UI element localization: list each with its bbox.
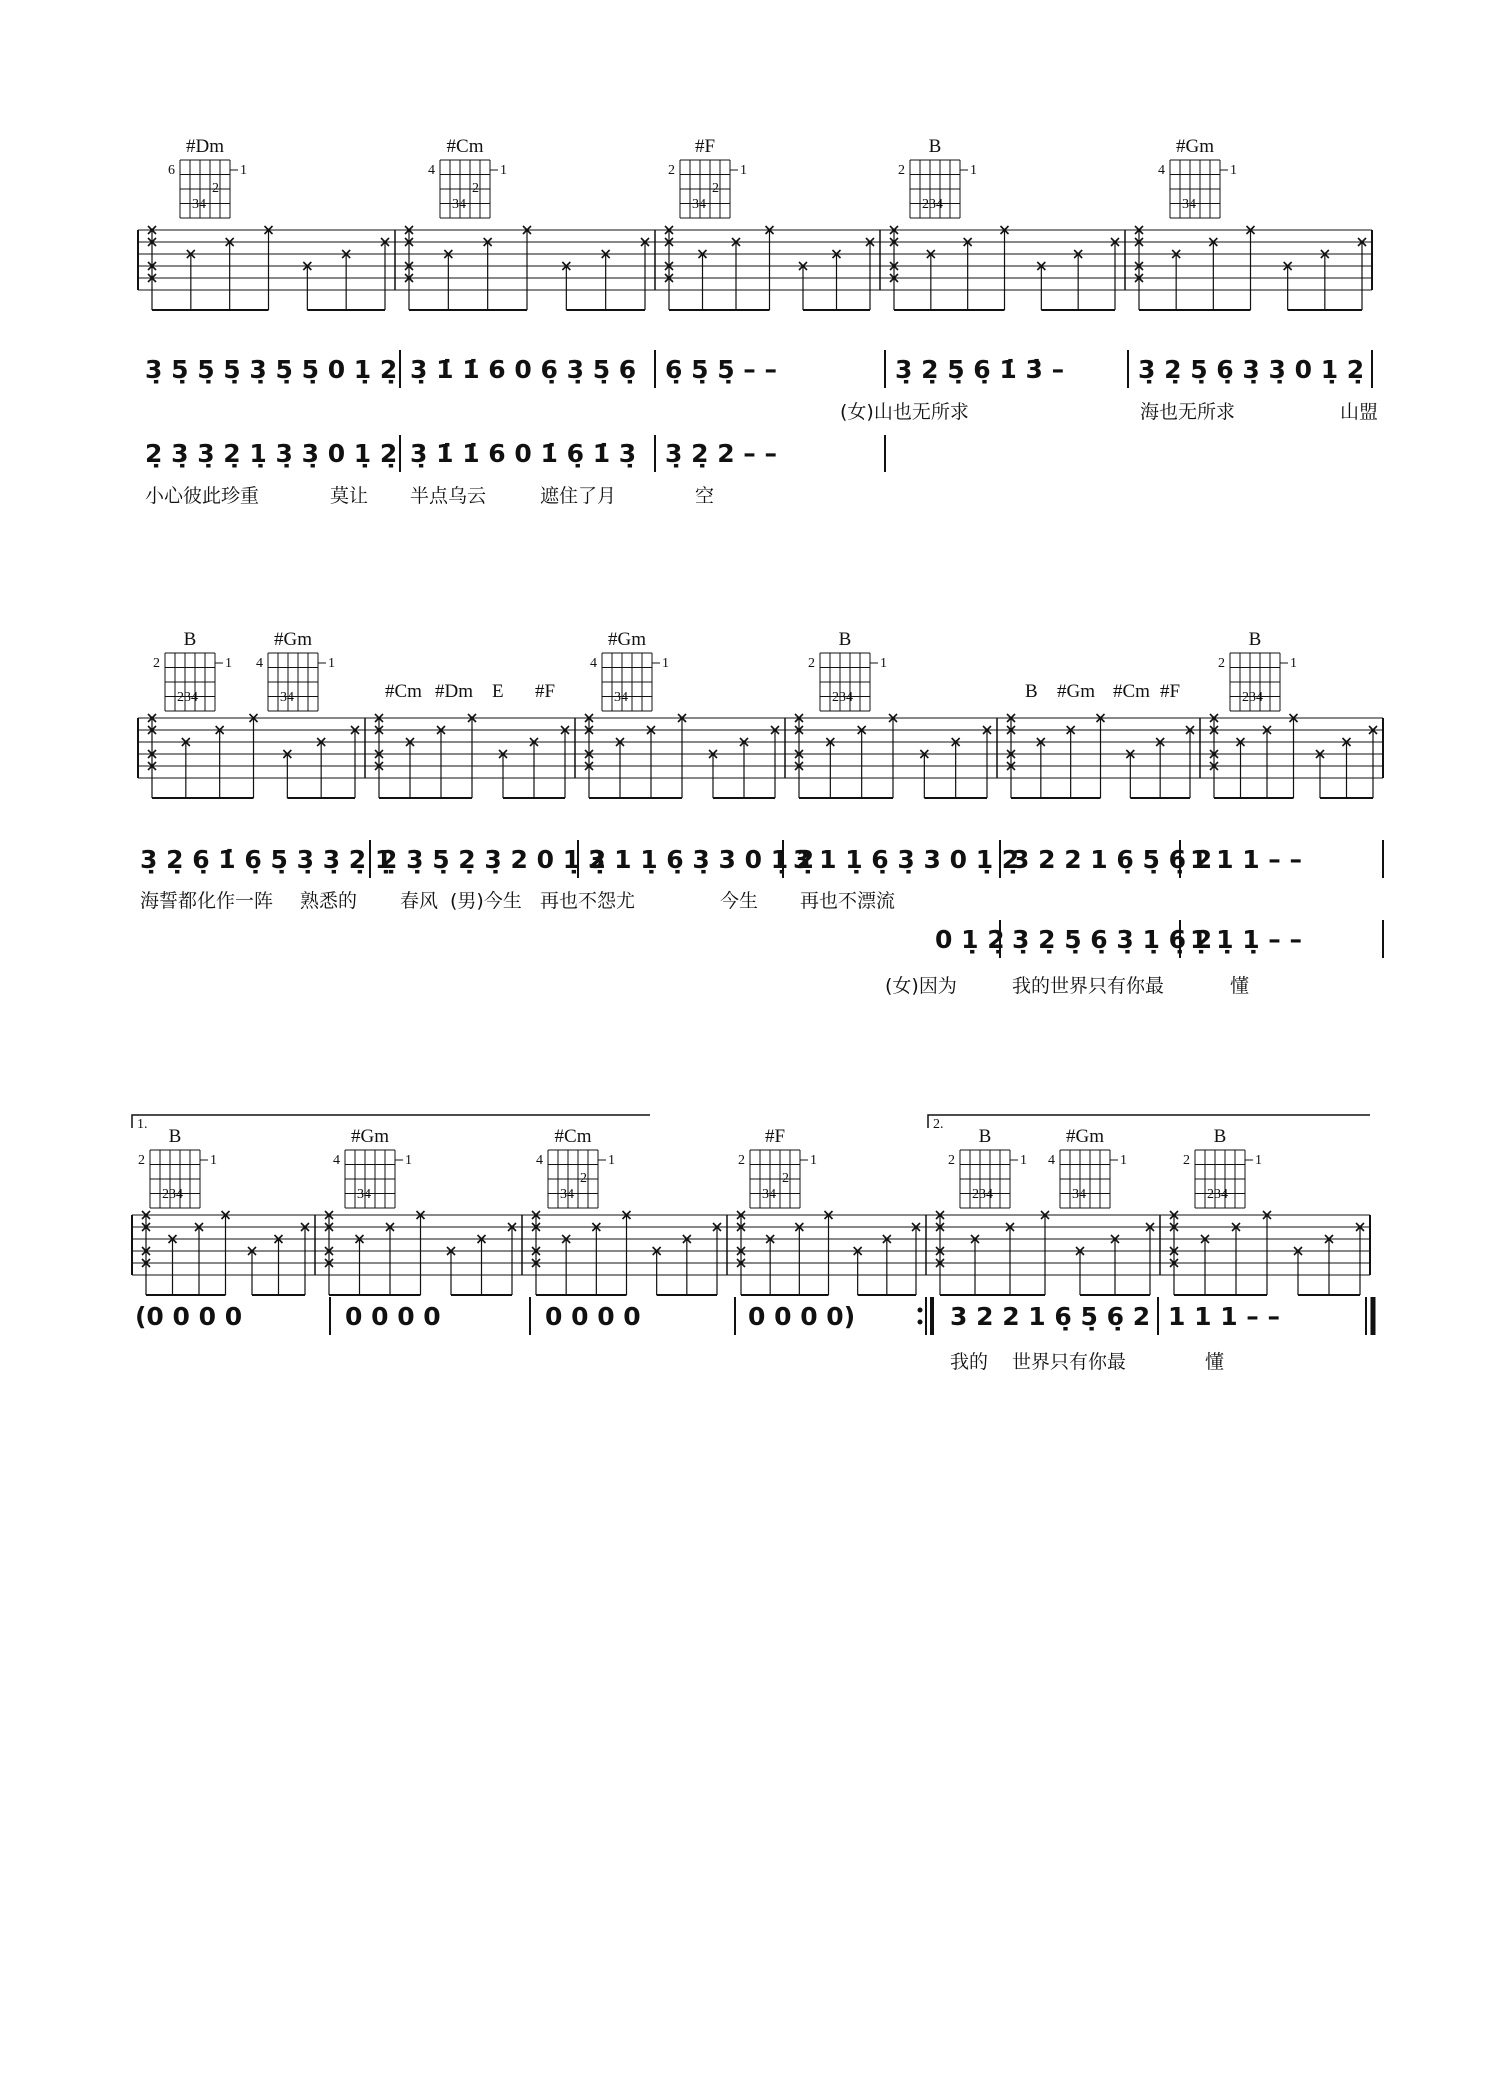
lyric: 山盟 [1340, 401, 1379, 423]
string-one-marker: 1 [1230, 163, 1237, 178]
measure: (0 0 0 0 [135, 1302, 243, 1331]
finger-numbers: 34 [560, 1187, 574, 1202]
chord-name: B [1213, 1126, 1227, 1147]
chord-diagram [256, 629, 335, 711]
lyric: (女)因为 [885, 975, 957, 997]
finger-numbers: 34 [452, 197, 466, 212]
fret-number: 6 [168, 163, 175, 178]
string-one-marker: 1 [210, 1153, 217, 1168]
tab-staff [138, 226, 1372, 310]
chord-diagram [590, 629, 669, 711]
melody-line [145, 355, 1364, 384]
fret-number: 2 [138, 1153, 145, 1168]
chord-name: #Gm [1057, 681, 1095, 702]
string-one-marker: 1 [810, 1153, 817, 1168]
fret-number: 2 [948, 1153, 955, 1168]
chord-diagram [1218, 629, 1297, 711]
chord-name: #Cm [1113, 681, 1150, 702]
chord-name: #Cm [554, 1126, 592, 1147]
string-one-marker: 1 [500, 163, 507, 178]
fret-number: 4 [333, 1153, 340, 1168]
finger-numbers: 234 [922, 197, 943, 212]
system-1 [138, 136, 1378, 507]
lyric: 我的 [950, 1351, 989, 1373]
measure: 3̣ 2̣ 5̣ 6̣ 3̣ 3̣ 0 1̣ 2̣ [1138, 355, 1365, 384]
measure: 3̣ 5̣ 5̣ 5̣ 3̣ 5̣ 5̣ 0 1̣ 2̣ [145, 355, 398, 384]
measure: 6̣ 5̣ 5̣ – – [665, 355, 777, 384]
measure: 3̣ 2̣ 6̣ 1̇ 6̣ 5̣ 3̣ 3̣ 2̣ 1̣ [140, 845, 393, 874]
lyric: 懂 [1205, 1351, 1225, 1373]
chord-name: #Gm [1066, 1126, 1104, 1147]
lyric: 海也无所求 [1140, 401, 1236, 423]
chord-diagram [153, 629, 232, 711]
lyric: 懂 [1230, 975, 1250, 997]
chord-name: B [168, 1126, 182, 1147]
finger-numbers: 34 [192, 197, 206, 212]
lyric: 海誓都化作一阵 [140, 890, 274, 912]
melody-line-2 [935, 925, 1302, 954]
lyric: 空 [695, 485, 715, 507]
lyric: 遮住了月 [540, 485, 617, 507]
chord-diagram [808, 629, 887, 711]
chord-name: B [183, 629, 197, 650]
volta-1-label: 1. [137, 1117, 148, 1132]
string-one-marker: 1 [608, 1153, 615, 1168]
measure: 0 0 0 0) [748, 1302, 856, 1331]
measure: 1 1 1 – – [1168, 1302, 1280, 1331]
melody-line [140, 845, 1302, 874]
chord-name: #Cm [446, 136, 484, 157]
measure: 3̣ 2̣ 5̣ 6̣ 1̇ 3̇ – [895, 355, 1065, 384]
lyric: (男)今生 [450, 890, 522, 912]
chord-name: B [838, 629, 852, 650]
chord-name: B [928, 136, 942, 157]
tab-staff [138, 714, 1383, 798]
chord-diagram [668, 136, 747, 218]
finger-numbers: 34 [1182, 197, 1196, 212]
measure: 3 1 1̣ 6̣ 3̣ 3 0 1̣ 2̣ [793, 845, 1020, 874]
measure: 3 1 1̣ 6̣ 3̣ 3 0 1̣ 2̣ [588, 845, 815, 874]
fret-number: 4 [536, 1153, 543, 1168]
volta-brackets [132, 1115, 1370, 1128]
chord-name: #Gm [1176, 136, 1214, 157]
chord-diagram [1158, 136, 1237, 218]
lyrics-line-2 [145, 485, 714, 507]
finger-numbers: 34 [1072, 1187, 1086, 1202]
lyrics-line [140, 890, 895, 912]
chord-diagram [948, 1126, 1027, 1208]
chord-name: #Dm [186, 136, 224, 157]
chord-diagram [168, 136, 247, 218]
fret-number: 4 [256, 656, 263, 671]
chord-diagram [138, 1126, 217, 1208]
fret-number: 4 [1048, 1153, 1055, 1168]
chord-name: B [1025, 681, 1038, 702]
lyric: 今生 [720, 890, 759, 912]
fret-number: 2 [153, 656, 160, 671]
string-one-marker: 1 [328, 656, 335, 671]
string-one-marker: 1 [240, 163, 247, 178]
measure: 1 1 1 – – [1190, 845, 1302, 874]
measure: 3̣ 2̣ 2 – – [665, 439, 777, 468]
measure: 2̣ 3̣ 3̣ 2̣ 1̣ 3̣ 3̣ 0 1̣ 2̣ [145, 439, 398, 468]
string-one-marker: 1 [970, 163, 977, 178]
finger-numbers: 34 [692, 197, 706, 212]
chord-name: E [492, 681, 504, 702]
measure: 3 2 2 1 6̣ 5̣ 6̣ 2 [950, 1302, 1151, 1331]
finger-number: 2 [580, 1171, 587, 1186]
chord-name: #Dm [435, 681, 473, 702]
chord-name: #Cm [385, 681, 422, 702]
lyric: 春风 [400, 890, 439, 912]
finger-numbers: 34 [357, 1187, 371, 1202]
system-2 [138, 629, 1383, 997]
string-one-marker: 1 [405, 1153, 412, 1168]
finger-numbers: 234 [177, 690, 198, 705]
measure: 0 0 0 0 [545, 1302, 641, 1331]
string-one-marker: 1 [225, 656, 232, 671]
chord-name: B [978, 1126, 992, 1147]
string-one-marker: 1 [1290, 656, 1297, 671]
chord-diagram [738, 1126, 817, 1208]
chord-name: #Gm [274, 629, 312, 650]
string-one-marker: 1 [1120, 1153, 1127, 1168]
chord-name: #Gm [351, 1126, 389, 1147]
melody-line [135, 1302, 1280, 1331]
chord-name: #F [1160, 681, 1181, 702]
string-one-marker: 1 [662, 656, 669, 671]
inline-chord-names [385, 681, 1180, 702]
finger-number: 2 [782, 1171, 789, 1186]
fret-number: 4 [428, 163, 435, 178]
finger-numbers: 34 [614, 690, 628, 705]
finger-numbers: 234 [1207, 1187, 1228, 1202]
measure: 3 2 2 1 6̣ 5̣ 6̣ 2 [1012, 845, 1213, 874]
system-3 [132, 1115, 1373, 1373]
fret-number: 2 [808, 656, 815, 671]
measure: 3̣ 1̇ 1̇ 6 0 6̣ 3̣ 5̣ 6̣ [410, 355, 637, 384]
fret-number: 2 [668, 163, 675, 178]
measure: 1̣ 1̣ 1̣ – – [1190, 925, 1302, 954]
finger-numbers: 34 [280, 690, 294, 705]
finger-numbers: 234 [162, 1187, 183, 1202]
lyric: 莫让 [330, 485, 369, 507]
lyric: (女)山也无所求 [840, 401, 969, 423]
measure: 0 0 0 0 [345, 1302, 441, 1331]
fret-number: 4 [1158, 163, 1165, 178]
lyrics-line [840, 401, 1378, 423]
lyrics-line-2 [885, 975, 1249, 997]
chord-diagram [428, 136, 507, 218]
string-one-marker: 1 [880, 656, 887, 671]
fret-number: 2 [1218, 656, 1225, 671]
melody-line-2 [145, 439, 777, 468]
fret-number: 2 [738, 1153, 745, 1168]
finger-number: 2 [712, 181, 719, 196]
chord-name: #F [694, 136, 716, 157]
lyric: 小心彼此珍重 [145, 485, 260, 507]
measure: 0 1̣ 2̣ [935, 925, 1005, 954]
fret-number: 4 [590, 656, 597, 671]
finger-numbers: 234 [832, 690, 853, 705]
chord-name: #F [535, 681, 556, 702]
finger-numbers: 234 [1242, 690, 1263, 705]
chord-diagram [1183, 1126, 1262, 1208]
lyric: 再也不怨尤 [540, 890, 636, 912]
chord-diagram-row [138, 1126, 1262, 1208]
chord-diagram [1048, 1126, 1127, 1208]
lyric: 世界只有你最 [1012, 1351, 1127, 1373]
lyric: 半点乌云 [410, 485, 487, 507]
chord-diagram [333, 1126, 412, 1208]
measure: 3̣ 2̣ 5̣ 6̣ 3̣ 1̣ 6̣ 2 [1012, 925, 1213, 954]
chord-diagram [536, 1126, 615, 1208]
fret-number: 2 [898, 163, 905, 178]
lyric: 再也不漂流 [800, 890, 896, 912]
measure: 2̣ 3̣ 5̣ 2̣ 3̣ 2 0 1̣ 2̣ [380, 845, 607, 874]
lyric: 我的世界只有你最 [1012, 975, 1165, 997]
fret-number: 2 [1183, 1153, 1190, 1168]
lyrics-line [950, 1351, 1224, 1373]
chord-diagram-row [168, 136, 1237, 218]
string-one-marker: 1 [740, 163, 747, 178]
chord-diagram [898, 136, 977, 218]
chord-name: #F [764, 1126, 786, 1147]
chord-name: #Gm [608, 629, 646, 650]
string-one-marker: 1 [1020, 1153, 1027, 1168]
volta-2-label: 2. [933, 1117, 944, 1132]
finger-number: 2 [472, 181, 479, 196]
string-one-marker: 1 [1255, 1153, 1262, 1168]
finger-numbers: 34 [762, 1187, 776, 1202]
measure: 3̣ 1̇ 1̇ 6 0 1̇ 6̣ 1̇ 3̣ [410, 439, 637, 468]
finger-number: 2 [212, 181, 219, 196]
finger-numbers: 234 [972, 1187, 993, 1202]
chord-name: B [1248, 629, 1262, 650]
tab-staff [132, 1211, 1370, 1295]
lyric: 熟悉的 [300, 890, 358, 912]
